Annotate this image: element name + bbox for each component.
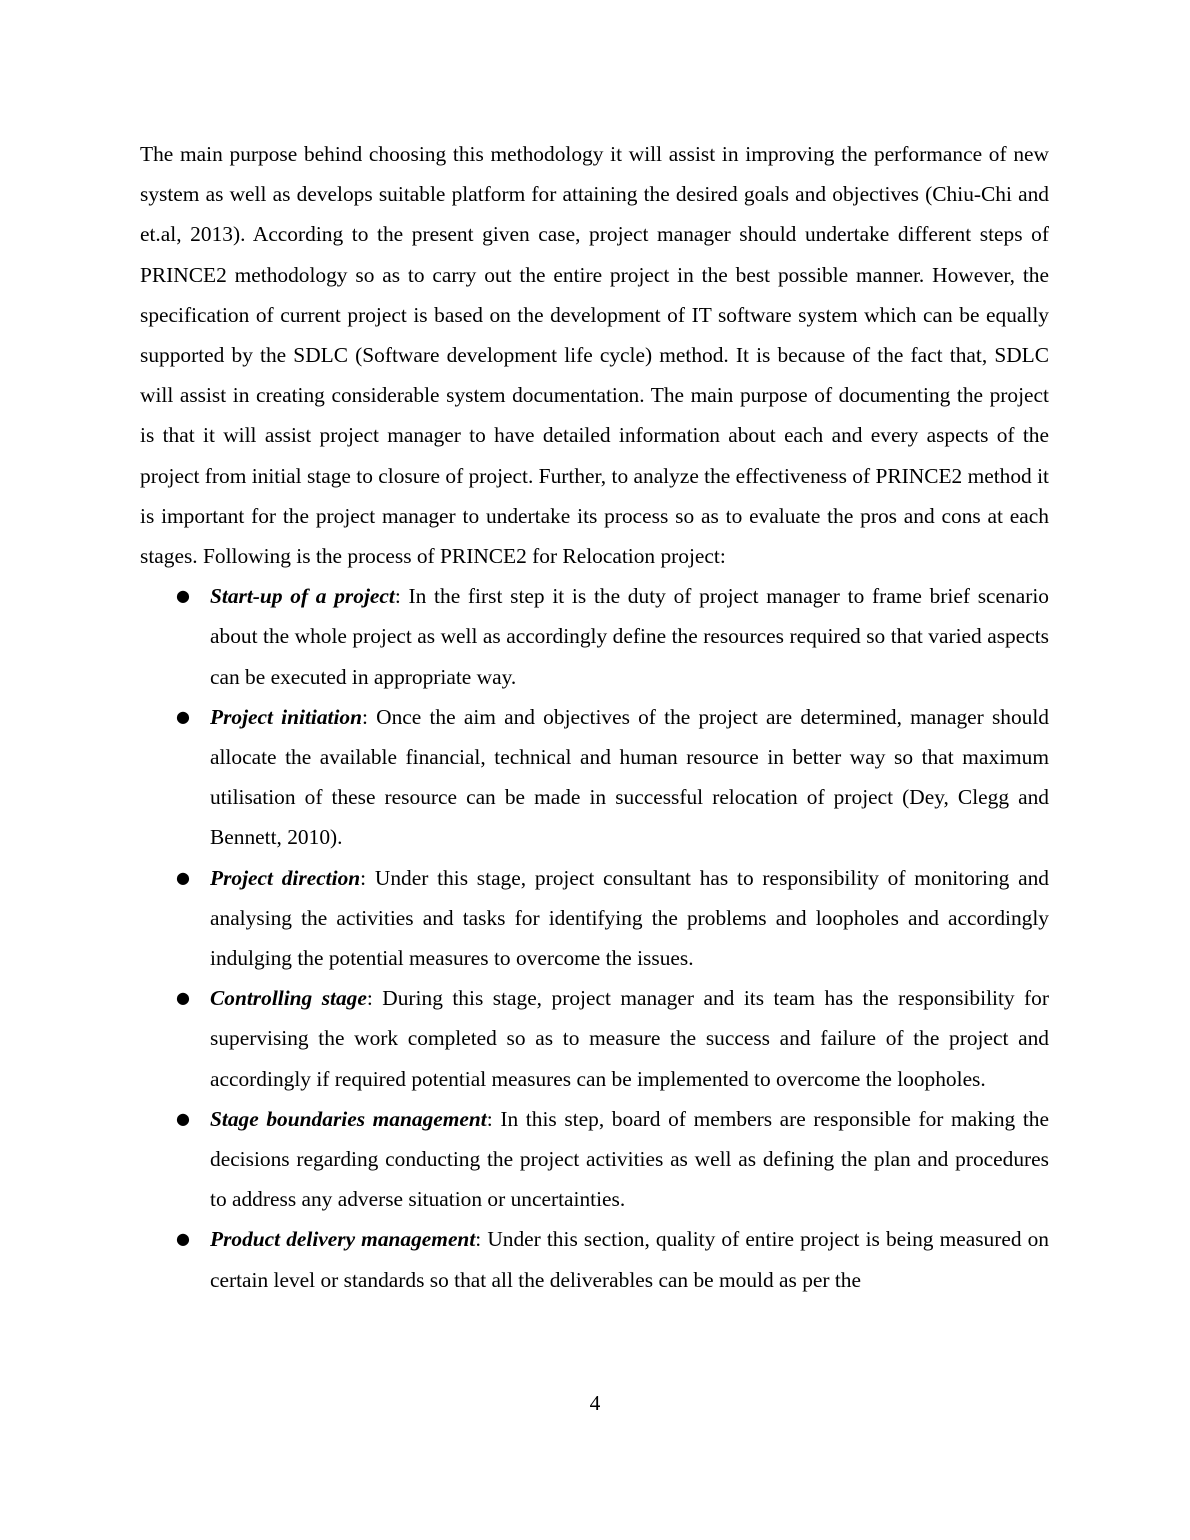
page-body [140,134,1049,1300]
bullet-icon: ● [176,867,190,887]
bullet-icon: ● [176,988,190,1008]
list-item-text: : Once the aim and objectives of the project are determined, manager should allocate the available financial, technical and human resource in better way so that maximum utilisation of these resource can be made in successful relocation of project (Dey, Clegg and Bennett, 2010). [210,704,1050,850]
bullet-icon: ● [176,1108,190,1128]
prince2-process-list [140,576,1049,1300]
intro-paragraph: The main purpose behind choosing this methodology it will assist in improving the performance of new system as well as develops suitable platform for attaining the desired goals and objectives (Chiu-Chi and et.al, 2013). According to the present given case, project manager should undertake different steps of PRINCE2 methodology so as to carry out the entire project in the best possible manner. However, the specification of current project is based on the development of IT software system which can be equally supported by the SDLC (Software development life cycle) method. It is because of the fact that, SDLC will assist in creating considerable system documentation. The main purpose of documenting the project is that it will assist project manager to have detailed information about each and every aspects of the project from initial stage to closure of project. Further, to analyze the effectiveness of PRINCE2 method it is important for the project manager to undertake its process so as to evaluate the pros and cons at each stages. Following is the process of PRINCE2 for Relocation project: [140,142,1049,569]
bullet-icon: ● [176,586,190,606]
list-item-text: : In this step, board of members are responsible for making the decisions regarding conducting the project activities as well as defining the plan and procedures to address any adverse situation or uncertainties. [210,1106,1049,1212]
list-item-term: Product delivery management [210,1227,476,1252]
list-item-term: Start-up of a project [210,584,395,609]
list-item-term: Project direction [210,865,361,890]
list-item-term: Project initiation [210,704,363,729]
page-number: 4 [589,1391,601,1415]
list-item-text: : During this stage, project manager and its team has the responsibility for supervising the work completed so as to measure the success and failure of the project and accordingly if required potential measures can be implemented to overcome the loopholes. [210,986,1049,1091]
list-item-direction [140,858,1049,979]
list-item-stage-boundaries [140,1099,1049,1220]
list-item-product-delivery [140,1219,1049,1299]
list-item-term: Controlling stage [210,986,367,1011]
list-item-text: : Under this section, quality of entire project is being measured on certain level or standards so that all the deliverables can be mould as per the [210,1227,1050,1292]
list-item-text: : Under this stage, project consultant has to responsibility of monitoring and analysing the activities and tasks for identifying the problems and loopholes and accordingly indulging the potential measures to overcome the issues. [210,865,1049,971]
bullet-icon: ● [176,1229,190,1249]
bullet-icon: ● [176,706,190,726]
list-item-term: Stage boundaries management [210,1106,487,1131]
list-item-startup [140,576,1049,697]
list-item-text: : In the first step it is the duty of project manager to frame brief scenario about the whole project as well as accordingly define the resources required so that varied aspects can be executed in appropriate way. [210,584,1049,689]
list-item-controlling [140,978,1049,1099]
list-item-initiation [140,697,1049,858]
